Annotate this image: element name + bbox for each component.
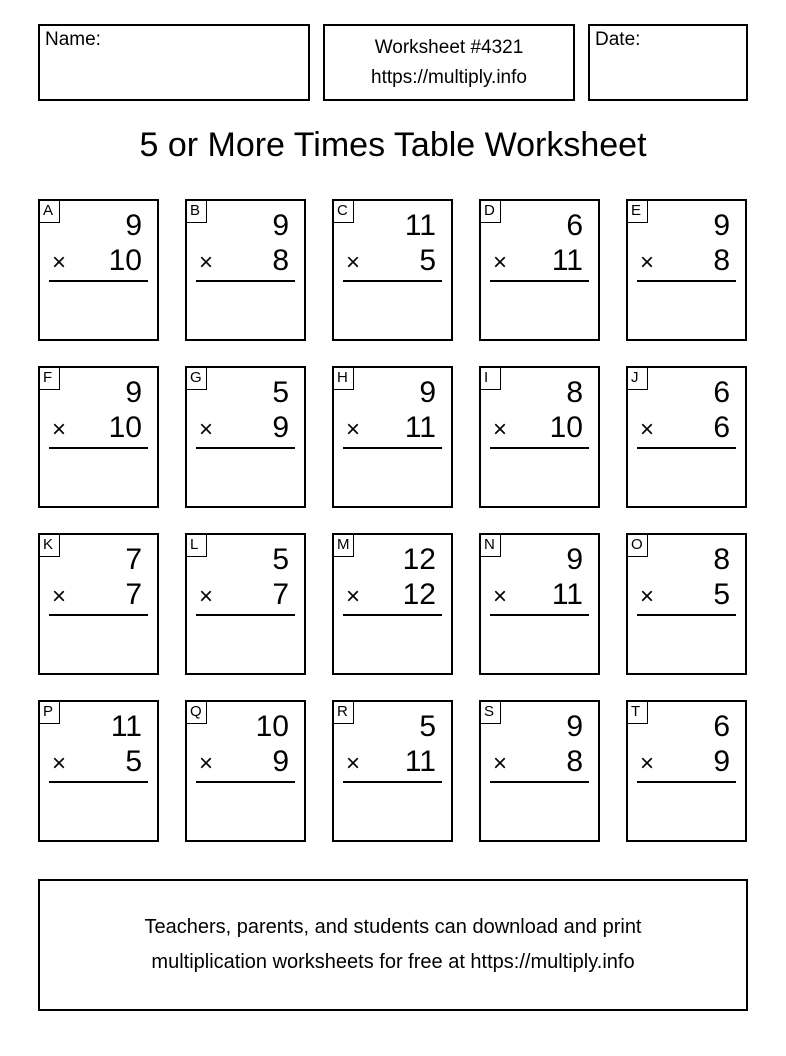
multiplicand: 11 — [110, 710, 142, 743]
multiply-sign: × — [199, 416, 214, 443]
problem-letter: F — [40, 368, 60, 390]
multiplier: 10 — [108, 244, 142, 277]
multiplier: 11 — [551, 578, 583, 611]
answer-line — [490, 781, 589, 783]
problem-card[interactable] — [626, 700, 747, 842]
answer-line — [637, 781, 736, 783]
problem-card[interactable] — [332, 700, 453, 842]
problem-letter: O — [628, 535, 648, 557]
worksheet-number: Worksheet #4321 — [374, 36, 524, 58]
multiply-sign: × — [52, 416, 67, 443]
multiplicand: 5 — [272, 376, 289, 409]
answer-line — [196, 280, 295, 282]
multiplier: 5 — [125, 745, 142, 778]
problem-letter: T — [628, 702, 648, 724]
multiplier: 8 — [566, 745, 583, 778]
problem-card[interactable] — [185, 366, 306, 508]
multiplicand: 9 — [125, 209, 142, 242]
multiplicand: 5 — [272, 543, 289, 576]
multiply-sign: × — [52, 750, 67, 777]
worksheet-title: 5 or More Times Table Worksheet — [139, 126, 647, 164]
multiplicand: 6 — [566, 209, 583, 242]
answer-line — [196, 614, 295, 616]
multiplicand: 9 — [125, 376, 142, 409]
multiplier: 5 — [713, 578, 730, 611]
multiplier: 9 — [713, 745, 730, 778]
problem-letter: C — [334, 201, 354, 223]
problem-card[interactable] — [38, 366, 159, 508]
problem-card[interactable] — [479, 700, 600, 842]
multiply-sign: × — [640, 249, 655, 276]
multiplier: 12 — [402, 578, 436, 611]
multiplicand: 9 — [272, 209, 289, 242]
problem-letter: Q — [187, 702, 207, 724]
problem-card[interactable] — [626, 366, 747, 508]
multiply-sign: × — [493, 416, 508, 443]
problem-card[interactable] — [332, 366, 453, 508]
multiply-sign: × — [52, 249, 67, 276]
problem-letter: B — [187, 201, 207, 223]
multiplicand: 6 — [713, 710, 730, 743]
answer-line — [637, 614, 736, 616]
problem-letter: M — [334, 535, 354, 557]
multiplier: 11 — [404, 745, 436, 778]
multiplier: 9 — [272, 411, 289, 444]
problem-card[interactable] — [38, 533, 159, 675]
multiplier: 8 — [272, 244, 289, 277]
problem-card[interactable] — [185, 533, 306, 675]
problem-card[interactable] — [38, 199, 159, 341]
problem-letter: S — [481, 702, 501, 724]
answer-line — [49, 447, 148, 449]
problem-card[interactable] — [332, 533, 453, 675]
problem-letter: L — [187, 535, 207, 557]
answer-line — [637, 447, 736, 449]
problem-card[interactable] — [626, 199, 747, 341]
date-field-box[interactable] — [588, 24, 748, 101]
multiply-sign: × — [199, 249, 214, 276]
multiplier: 10 — [549, 411, 583, 444]
footer-line-1: Teachers, parents, and students can download and print — [144, 916, 642, 938]
problem-letter: N — [481, 535, 501, 557]
answer-line — [196, 447, 295, 449]
multiply-sign: × — [493, 583, 508, 610]
problem-card[interactable] — [479, 199, 600, 341]
problem-letter: J — [628, 368, 648, 390]
answer-line — [490, 614, 589, 616]
problem-letter: K — [40, 535, 60, 557]
multiplicand: 8 — [566, 376, 583, 409]
problem-card[interactable] — [38, 700, 159, 842]
problem-letter: A — [40, 201, 60, 223]
problem-card[interactable] — [626, 533, 747, 675]
problem-letter: G — [187, 368, 207, 390]
answer-line — [490, 280, 589, 282]
problem-letter: E — [628, 201, 648, 223]
answer-line — [49, 280, 148, 282]
multiplier: 11 — [551, 244, 583, 277]
multiply-sign: × — [346, 750, 361, 777]
problem-card[interactable] — [185, 700, 306, 842]
multiply-sign: × — [493, 249, 508, 276]
multiplier: 6 — [713, 411, 730, 444]
answer-line — [490, 447, 589, 449]
multiplicand: 12 — [402, 543, 436, 576]
multiplicand: 5 — [419, 710, 436, 743]
problem-card[interactable] — [332, 199, 453, 341]
problem-letter: P — [40, 702, 60, 724]
multiplier: 5 — [419, 244, 436, 277]
multiplier: 7 — [272, 578, 289, 611]
multiplicand: 6 — [713, 376, 730, 409]
multiply-sign: × — [199, 750, 214, 777]
multiplier: 9 — [272, 745, 289, 778]
multiply-sign: × — [640, 750, 655, 777]
multiplicand: 9 — [566, 543, 583, 576]
multiply-sign: × — [640, 583, 655, 610]
site-url: https://multiply.info — [371, 66, 527, 88]
answer-line — [196, 781, 295, 783]
multiply-sign: × — [199, 583, 214, 610]
problem-letter: I — [481, 368, 501, 390]
multiplicand: 9 — [419, 376, 436, 409]
answer-line — [343, 447, 442, 449]
multiply-sign: × — [493, 750, 508, 777]
multiplicand: 7 — [125, 543, 142, 576]
multiply-sign: × — [52, 583, 67, 610]
multiplicand: 10 — [255, 710, 289, 743]
problem-letter: D — [481, 201, 501, 223]
multiply-sign: × — [346, 249, 361, 276]
problem-letter: R — [334, 702, 354, 724]
worksheet-info-box — [323, 24, 575, 101]
footer-box — [38, 879, 748, 1011]
date-label: Date: — [595, 29, 641, 50]
answer-line — [343, 614, 442, 616]
name-label: Name: — [45, 29, 101, 50]
multiply-sign: × — [346, 583, 361, 610]
multiply-sign: × — [640, 416, 655, 443]
multiplicand: 9 — [713, 209, 730, 242]
problem-card[interactable] — [479, 366, 600, 508]
name-field-box[interactable] — [38, 24, 310, 101]
multiplier: 11 — [404, 411, 436, 444]
answer-line — [637, 280, 736, 282]
multiplier: 10 — [108, 411, 142, 444]
answer-line — [343, 781, 442, 783]
multiplicand: 8 — [713, 543, 730, 576]
problem-card[interactable] — [479, 533, 600, 675]
problem-card[interactable] — [185, 199, 306, 341]
answer-line — [343, 280, 442, 282]
problem-letter: H — [334, 368, 354, 390]
footer-line-2: multiplication worksheets for free at https://multiply.info — [151, 951, 635, 973]
multiplier: 8 — [713, 244, 730, 277]
multiplicand: 11 — [404, 209, 436, 242]
multiply-sign: × — [346, 416, 361, 443]
multiplicand: 9 — [566, 710, 583, 743]
answer-line — [49, 781, 148, 783]
answer-line — [49, 614, 148, 616]
multiplier: 7 — [125, 578, 142, 611]
